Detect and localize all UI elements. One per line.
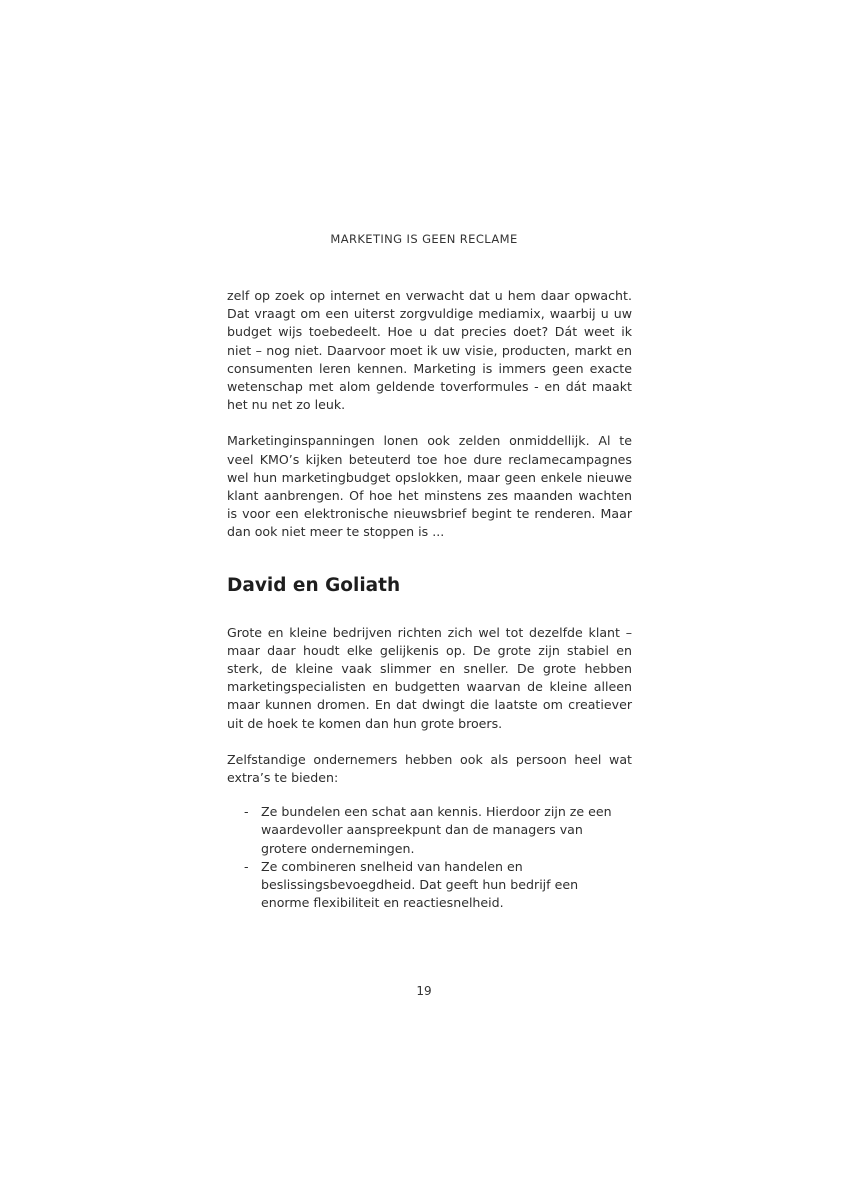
section-heading: David en Goliath: [227, 574, 401, 596]
bullet-list: [227, 803, 619, 912]
dash-marker: -: [244, 804, 249, 820]
paragraph: Zelfstandige ondernemers hebben ook als persoon heel wat extra’s te bieden:: [227, 751, 632, 786]
list-item: [244, 803, 619, 858]
running-header: MARKETING IS GEEN RECLAME: [330, 232, 518, 246]
dash-marker: -: [244, 858, 249, 874]
list-item-text: Ze bundelen een schat aan kennis. Hierdoor zijn ze een waardevoller aanspreekpunt dan de managers van grotere ondernemingen.: [261, 804, 612, 856]
page-number: 19: [416, 984, 432, 998]
list-item-text: Ze combineren snelheid van handelen en beslissingsbevoegdheid. Dat geeft hun bedrijf een enorme flexibiliteit en reactiesnelheid.: [261, 858, 579, 911]
paragraph: Grote en kleine bedrijven richten zich wel tot dezelfde klant – maar daar houdt elke gelijkenis op. De grote zijn stabiel en sterk, de kleine vaak slimmer en sneller. De grote hebben marketingspecialisten en budgetten waarvan de kleine alleen maar kunnen dromen. En dat dwingt die laatste om creatiever uit de hoek te komen dan hun grote broers.: [227, 624, 632, 731]
page-content: [227, 287, 632, 912]
paragraph: zelf op zoek op internet en verwacht dat u hem daar opwacht. Dat vraagt om een uiterst zorgvuldige mediamix, waarbij u uw budget wijs toebedeelt. Hoe u dat precies doet? Dát weet ik niet – nog niet. Daarvoor moet ik uw visie, producten, markt en consumenten leren kennen. Marketing is immers geen exacte wetenschap met alom geldende toverformules - en dát maakt het nu net zo leuk.: [227, 288, 632, 413]
list-item: [244, 858, 619, 913]
paragraph: Marketinginspanningen lonen ook zelden onmiddellijk. Al te veel KMO’s kijken beteuterd toe hoe dure reclamecampagnes wel hun marketingbudget opslokken, maar geen enkele nieuwe klant aanbrengen. Of hoe het minstens zes maanden wachten is voor een elektronische nieuwsbrief begint te renderen. Maar dan ook niet meer te stoppen is ...: [227, 433, 632, 540]
